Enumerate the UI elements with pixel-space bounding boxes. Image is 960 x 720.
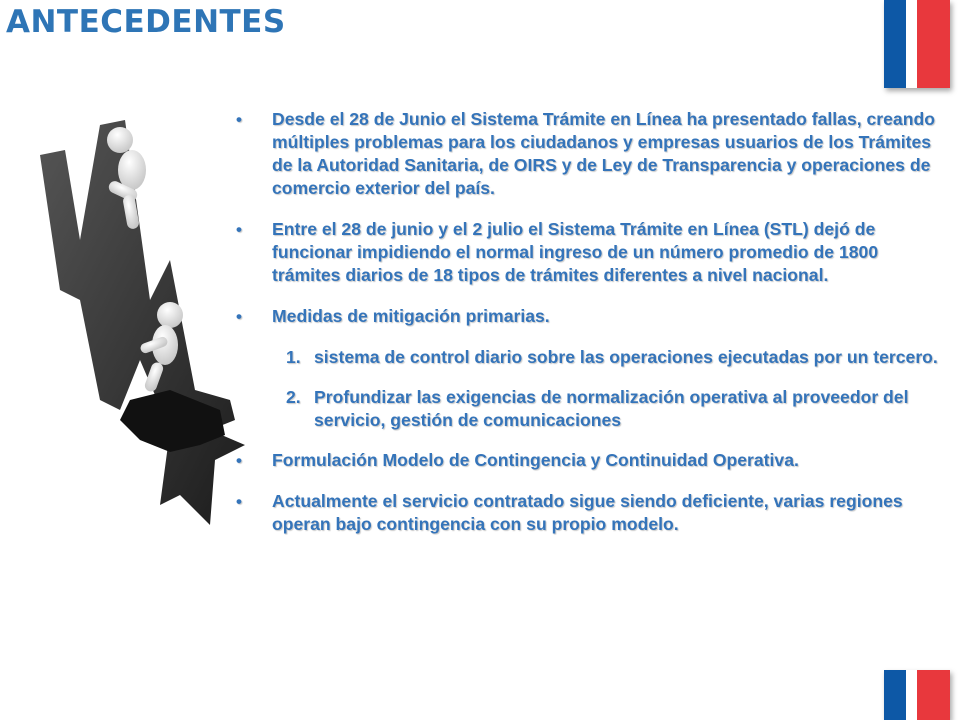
page-title: ANTECEDENTES — [6, 4, 286, 40]
flag-bottom-right — [884, 670, 950, 720]
bullet-marker: • — [236, 307, 242, 326]
numbered-item — [286, 386, 944, 432]
bullet-text: Entre el 28 de junio y el 2 julio el Sistema Trámite en Línea (STL) dejó de funcionar impidiendo el normal ingreso de un número promedio de 1800 trámites diarios de 18 tipos de trámites diferentes a nivel nacional. — [272, 219, 879, 285]
bullet-item — [236, 490, 944, 536]
numbered-marker: 2. — [286, 387, 301, 407]
flag-top-right — [884, 0, 950, 88]
numbered-marker: 1. — [286, 347, 301, 367]
bullet-marker: • — [236, 492, 242, 511]
numbered-item — [286, 346, 944, 369]
bullet-item — [236, 305, 944, 328]
bullet-item — [236, 449, 944, 472]
bullet-marker: • — [236, 451, 242, 470]
numbered-text: Profundizar las exigencias de normalización operativa al proveedor del servicio, gestión de comunicaciones — [314, 387, 909, 430]
bullet-text: Desde el 28 de Junio el Sistema Trámite en Línea ha presentado fallas, creando múltiples problemas para los ciudadanos y empresas usuarios de los Trámites de la Autoridad Sanitaria, de OIRS y de Ley de Transparencia y operaciones de comercio exterior del país. — [272, 109, 935, 198]
bullet-item — [236, 108, 944, 200]
bullet-text: Actualmente el servicio contratado sigue siendo deficiente, varias regiones operan bajo contingencia con su propio modelo. — [272, 491, 903, 534]
bullet-item — [236, 218, 944, 287]
bullet-marker: • — [236, 110, 242, 129]
bullet-text: Medidas de mitigación primarias. — [272, 306, 550, 326]
content-list — [236, 108, 944, 554]
bullet-marker: • — [236, 220, 242, 239]
numbered-text: sistema de control diario sobre las operaciones ejecutadas por un tercero. — [314, 347, 938, 367]
zigzag-arrow-illustration — [20, 100, 250, 530]
bullet-text: Formulación Modelo de Contingencia y Continuidad Operativa. — [272, 450, 799, 470]
